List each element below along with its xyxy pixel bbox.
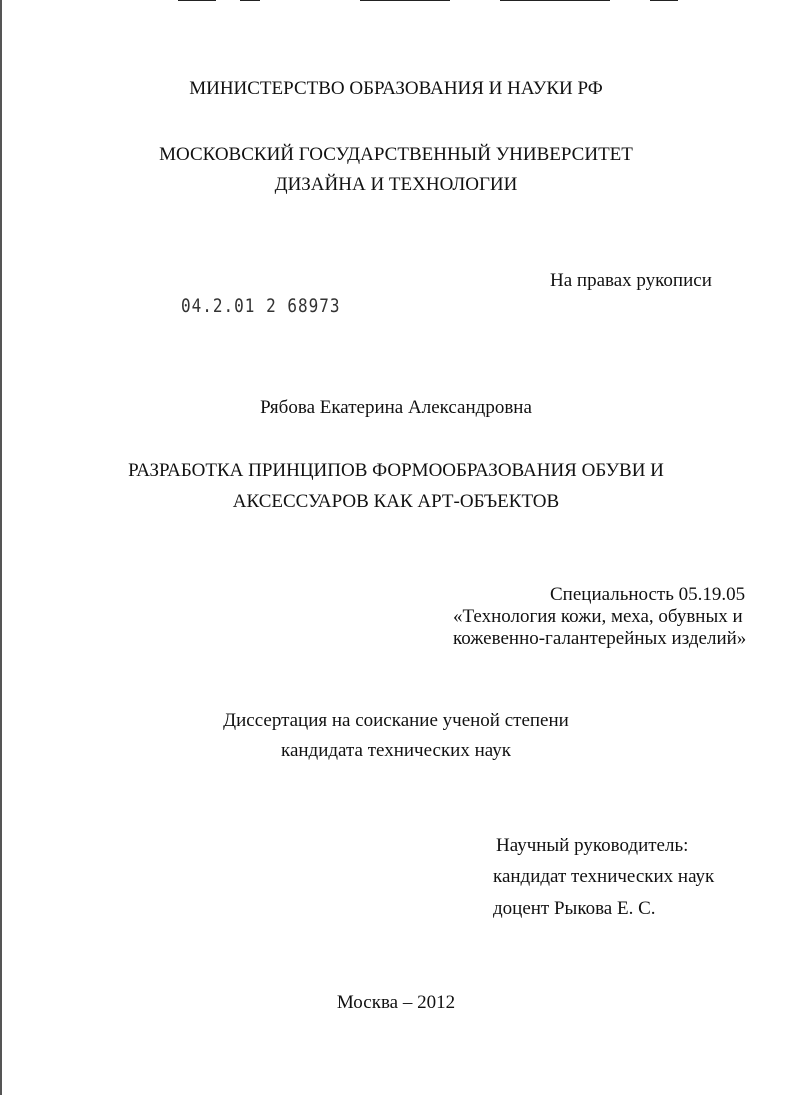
scan-top-mark bbox=[360, 0, 450, 1]
dissertation-title-line2: АКСЕССУАРОВ КАК АРТ-ОБЪЕКТОВ bbox=[232, 491, 560, 512]
dissertation-title-line1: РАЗРАБОТКА ПРИНЦИПОВ ФОРМООБРАЗОВАНИЯ ОБУВИ И bbox=[128, 460, 664, 481]
ministry-heading: МИНИСТЕРСТВО ОБРАЗОВАНИЯ И НАУКИ РФ bbox=[189, 78, 603, 99]
scan-top-mark bbox=[650, 0, 678, 1]
supervisor-name: доцент Рыкова Е. С. bbox=[493, 898, 656, 919]
scan-top-mark bbox=[178, 0, 216, 1]
author-name: Рябова Екатерина Александровна bbox=[260, 397, 532, 418]
registration-stamp: 04.2.01 2 68973 bbox=[181, 294, 341, 317]
supervisor-degree: кандидат технических наук bbox=[493, 866, 715, 887]
scan-top-mark bbox=[240, 0, 260, 1]
specialty-name-line1: «Технология кожи, меха, обувных и bbox=[453, 606, 743, 627]
degree-line1: Диссертация на соискание ученой степени bbox=[223, 710, 569, 731]
specialty-name-line2: кожевенно-галантерейных изделий» bbox=[453, 628, 747, 649]
university-name-line2: ДИЗАЙНА И ТЕХНОЛОГИИ bbox=[274, 174, 518, 195]
university-name-line1: МОСКОВСКИЙ ГОСУДАРСТВЕННЫЙ УНИВЕРСИТЕТ bbox=[159, 144, 633, 165]
scan-top-mark bbox=[500, 0, 610, 1]
place-year: Москва – 2012 bbox=[336, 992, 456, 1013]
degree-line2: кандидата технических наук bbox=[281, 740, 511, 761]
manuscript-note: На правах рукописи bbox=[550, 270, 712, 291]
supervisor-label: Научный руководитель: bbox=[496, 835, 689, 856]
specialty-code: Специальность 05.19.05 bbox=[550, 584, 746, 605]
